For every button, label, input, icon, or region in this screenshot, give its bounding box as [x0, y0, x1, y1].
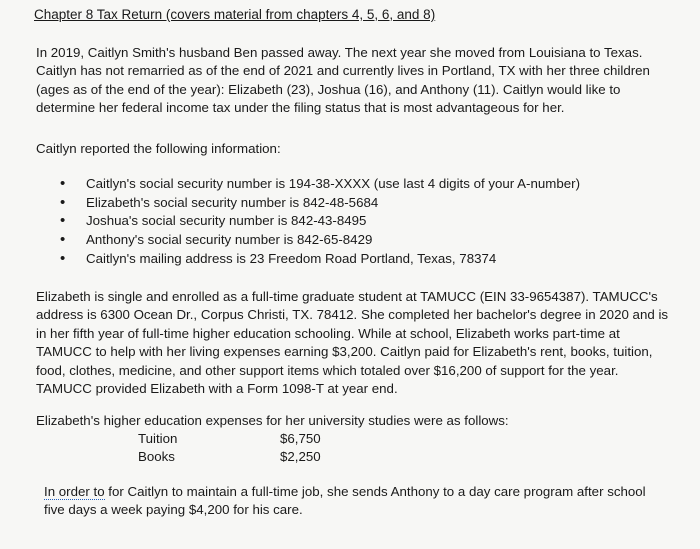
daycare-text: for Caitlyn to maintain a full-time job, she sends Anthony to a day care program after school five days a week paying $4,200 for his care. [44, 484, 646, 518]
document-title: Chapter 8 Tax Return (covers material from chapters 4, 5, 6, and 8) [34, 7, 436, 22]
expense-label-tuition: Tuition [138, 431, 178, 446]
list-item: • Caitlyn's social security number is 194-38-XXXX (use last 4 digits of your A-number) [60, 175, 580, 194]
list-item: • Elizabeth's social security number is 842-48-5684 [60, 194, 580, 213]
expense-amount-books: $2,250 [280, 449, 321, 464]
expense-amount-tuition: $6,750 [280, 431, 321, 446]
list-item: • Caitlyn's mailing address is 23 Freedom Road Portland, Texas, 78374 [60, 250, 580, 269]
intro-paragraph: In 2019, Caitlyn Smith's husband Ben passed away. The next year she moved from Louisiana to Texas. Caitlyn has not remarried as of the end of 2021 and currently lives in Portland, TX with her three children (ages as of the end of the year): Elizabeth (23), Joshua (16), and Anthony (11). Caitlyn would like to determine her federal income tax under the filing status that is most advantageous for her. [36, 45, 650, 116]
info-heading: Caitlyn reported the following information: [36, 141, 281, 156]
expense-label-books: Books [138, 449, 175, 464]
daycare-paragraph [44, 483, 664, 520]
list-item: • Anthony's social security number is 842-65-8429 [60, 231, 580, 250]
flagged-phrase[interactable]: In order to [44, 484, 105, 499]
elizabeth-paragraph: Elizabeth is single and enrolled as a full-time graduate student at TAMUCC (EIN 33-9654387). TAMUCC's address is 6300 Ocean Dr., Corpus Christi, TX. 78412. She completed her bachelor's degree in 2020 and is in her fifth year of full-time higher education schooling. While at school, Elizabeth works part-time at TAMUCC to help with her living expenses earning $3,200. Caitlyn paid for Elizabeth's rent, books, tuition, food, clothes, medicine, and other support items which totaled over $16,200 of support for the year. TAMUCC provided Elizabeth with a Form 1098-T at year end. [36, 289, 669, 397]
expenses-heading: Elizabeth's higher education expenses for her university studies were as follows: [36, 413, 509, 428]
info-list [60, 175, 580, 269]
list-item: • Joshua's social security number is 842-43-8495 [60, 212, 580, 231]
